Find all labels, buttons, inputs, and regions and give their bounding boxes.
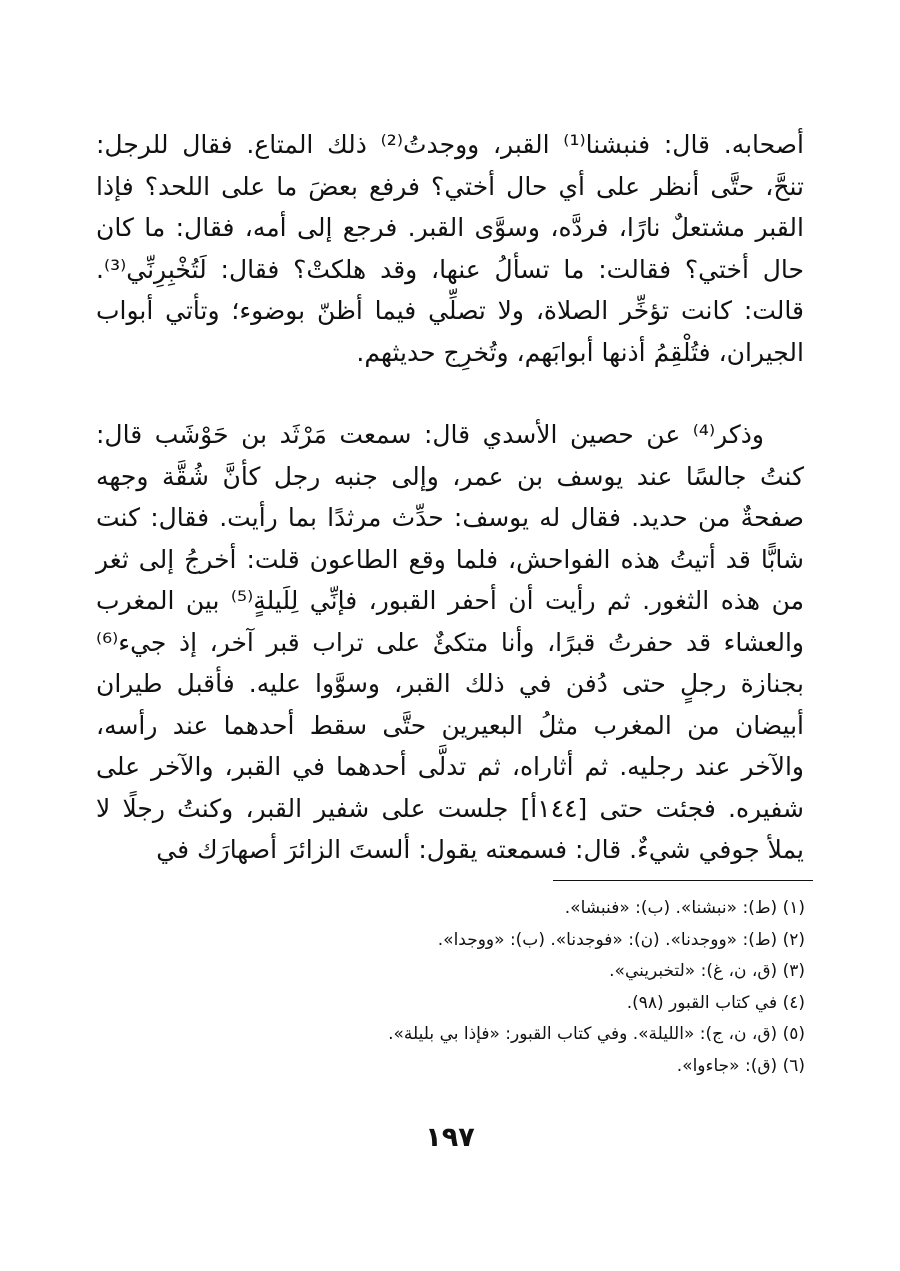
footnote-item: (٤) في كتاب القبور (٩٨). (626, 992, 805, 1013)
footnote-item: (٣) (ق، ن، غ): «لتخبريني». (609, 961, 805, 981)
footnotes-list (150, 893, 805, 1082)
footnote-item: (٥) (ق، ن، ج): «الليلة». وفي كتاب القبور: «فإذا بي بليلة». (388, 1024, 805, 1044)
main-text-paragraph-2 (96, 414, 804, 871)
footnote-item: (٦) (ق): «جاءوا». (676, 1055, 805, 1076)
page-number: ١٩٧ (425, 1122, 475, 1153)
main-text-paragraph-1 (96, 124, 804, 373)
paragraph-text: أصحابه. قال: فنبشنا⁽¹⁾ القبر، ووجدتُ⁽²⁾ ذلك المتاع. فقال للرجل: تنحَّ، حتَّى أنظر على أي حال أختي؟ فرفع بعضَ ما على اللحد؟ فإذا القبر مشتعلٌ نارًا، فردَّه، وسوَّى القبر. فرجع إلى أمه، فقال: ما كان حال أختي؟ فقالت: ما تسألُ عنها، وقد هلكتْ؟ فقال: لَتُخْبِرِنِّي⁽³⁾. قالت: كانت تؤخِّر الصلاة، ولا تصلِّي فيما أظنّ بوضوء؛ وتأتي أبواب الجيران، فتُلْقِمُ أذنها أبوابَهم، وتُخرِج حديثهم. (96, 130, 804, 367)
footnote-item: (٢) (ط): «ووجدنا». (ن): «فوجدنا». (ب): «ووجدا». (437, 929, 805, 950)
paragraph-text: وذكر⁽⁴⁾ عن حصين الأسدي قال: سمعت مَرْثَد بن حَوْشَب قال: كنتُ جالسًا عند يوسف بن عمر، وإلى جنبه رجل كأنَّ شُقَّة وجهه صفحةٌ من حديد. فقال له يوسف: حدِّث مرثدًا بما رأيت. فقال: كنت شابًّا قد أتيتُ هذه الفواحش، فلما وقع الطاعون قلت: أخرجُ إلى ثغر من هذه الثغور. ثم رأيت أن أحفر القبور، فإنِّي لِلَيلةٍ⁽⁵⁾ بين المغرب والعشاء قد حفرتُ قبرًا، وأنا متكئٌ على تراب قبر آخر، إذ جيء⁽⁶⁾ بجنازة رجلٍ حتى دُفن في ذلك القبر، وسوَّوا عليه. فأقبل طيران أبيضان من المغرب مثلُ البعيرين حتَّى سقط أحدهما عند رأسه، والآخر عند رجليه. ثم أثاراه، ثم تدلَّى أحدهما في القبر، والآخر على شفيره. فجئت حتى [١٤٤أ] جلست على شفير القبر، وكنتُ رجلًا لا يملأ جوفي شيءٌ. قال: فسمعته يقول: ألستَ الزائرَ أصهارَك في (96, 420, 804, 864)
footnote-separator (553, 880, 813, 881)
footnote-item: (١) (ط): «نبشنا». (ب): «فنبشا». (564, 898, 805, 918)
